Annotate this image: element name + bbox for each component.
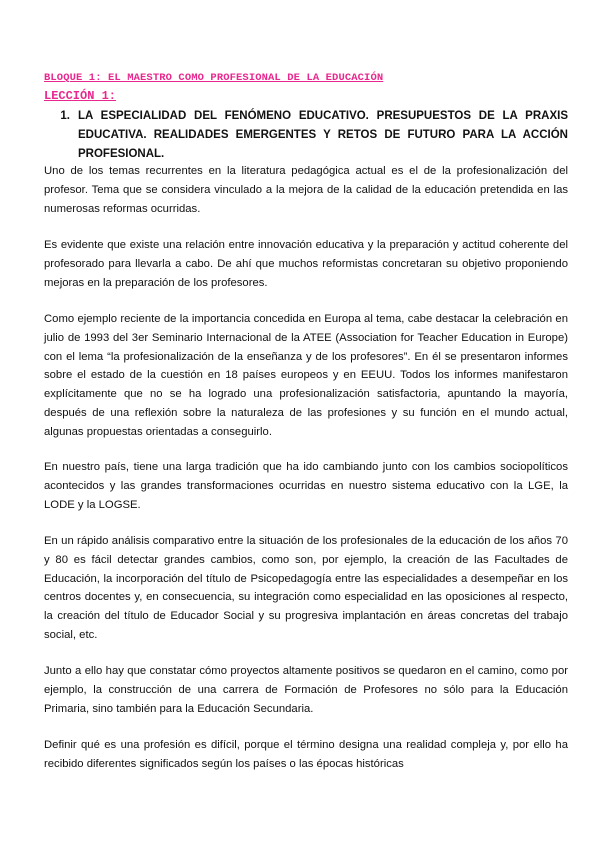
paragraph-2: Es evidente que existe una relación entre innovación educativa y la preparación y actitud coherente del profesorado para llevarla a cabo. De ahí que muchos reformistas concretaran su objetivo proponiendo mejoras en la preparación de los profesores. bbox=[44, 239, 568, 289]
paragraph-1: Uno de los temas recurrentes en la literatura pedagógica actual es el de la profesionalización del profesor. Tema que se considera vinculado a la mejora de la calidad de la educación pretendida en las numerosas reformas ocurridas. bbox=[44, 165, 568, 215]
block-title: BLOQUE 1: EL MAESTRO COMO PROFESIONAL DE LA EDUCACIÓN bbox=[44, 72, 384, 84]
paragraph-5: En un rápido análisis comparativo entre la situación de los profesionales de la educación de los años 70 y 80 es fácil detectar grandes cambios, como son, por ejemplo, la creación de las Facultades de Educación, la incorporación del título de Psicopedagogía entre las especialidades a desempeñar en los centros docentes y, en consecuencia, su integración como especialidad en las oposiciones al respecto, la creación del título de Educador Social y su progresiva implantación en áreas concretas del trabajo social, etc. bbox=[44, 535, 568, 641]
paragraph-7: Definir qué es una profesión es difícil, porque el término designa una realidad compleja y, por ello ha recibido diferentes significados según los países o las épocas históricas bbox=[44, 739, 568, 770]
section-title: LA ESPECIALIDAD DEL FENÓMENO EDUCATIVO. PRESUPUESTOS DE LA PRAXIS EDUCATIVA. REALIDADES EMERGENTES Y RETOS DE FUTURO PARA LA ACCIÓN PROFESIONAL. bbox=[78, 110, 568, 160]
paragraph-6: Junto a ello hay que constatar cómo proyectos altamente positivos se quedaron en el camino, como por ejemplo, la construcción de una carrera de Formación de Profesores no sólo para la Educación Primaria, sino también para la Educación Secundaria. bbox=[44, 665, 568, 715]
section-heading bbox=[44, 107, 568, 164]
lesson-title: LECCIÓN 1: bbox=[44, 89, 117, 103]
paragraph-3: Como ejemplo reciente de la importancia concedida en Europa al tema, cabe destacar la celebración en julio de 1993 del 3er Seminario Internacional de la ATEE (Association for Teacher Education in Europe) con el lema “la profesionalización de la enseñanza y de los profesores”. En él se presentaron informes sobre el estado de la cuestión en 18 países europeos y en EEUU. Todos los informes manifestaron explícitamente que no se ha logrado una profesionalización satisfactoria, apuntando la mayoría, después de una reflexión sobre la naturaleza de las profesiones y su función en el mundo actual, algunas propuestas orientadas a conseguirlo. bbox=[44, 313, 568, 438]
paragraph-4: En nuestro país, tiene una larga tradición que ha ido cambiando junto con los cambios sociopolíticos acontecidos y las grandes transformaciones ocurridas en nuestro sistema educativo con la LGE, la LODE y la LOGSE. bbox=[44, 461, 568, 511]
section-number: 1. bbox=[60, 110, 70, 122]
